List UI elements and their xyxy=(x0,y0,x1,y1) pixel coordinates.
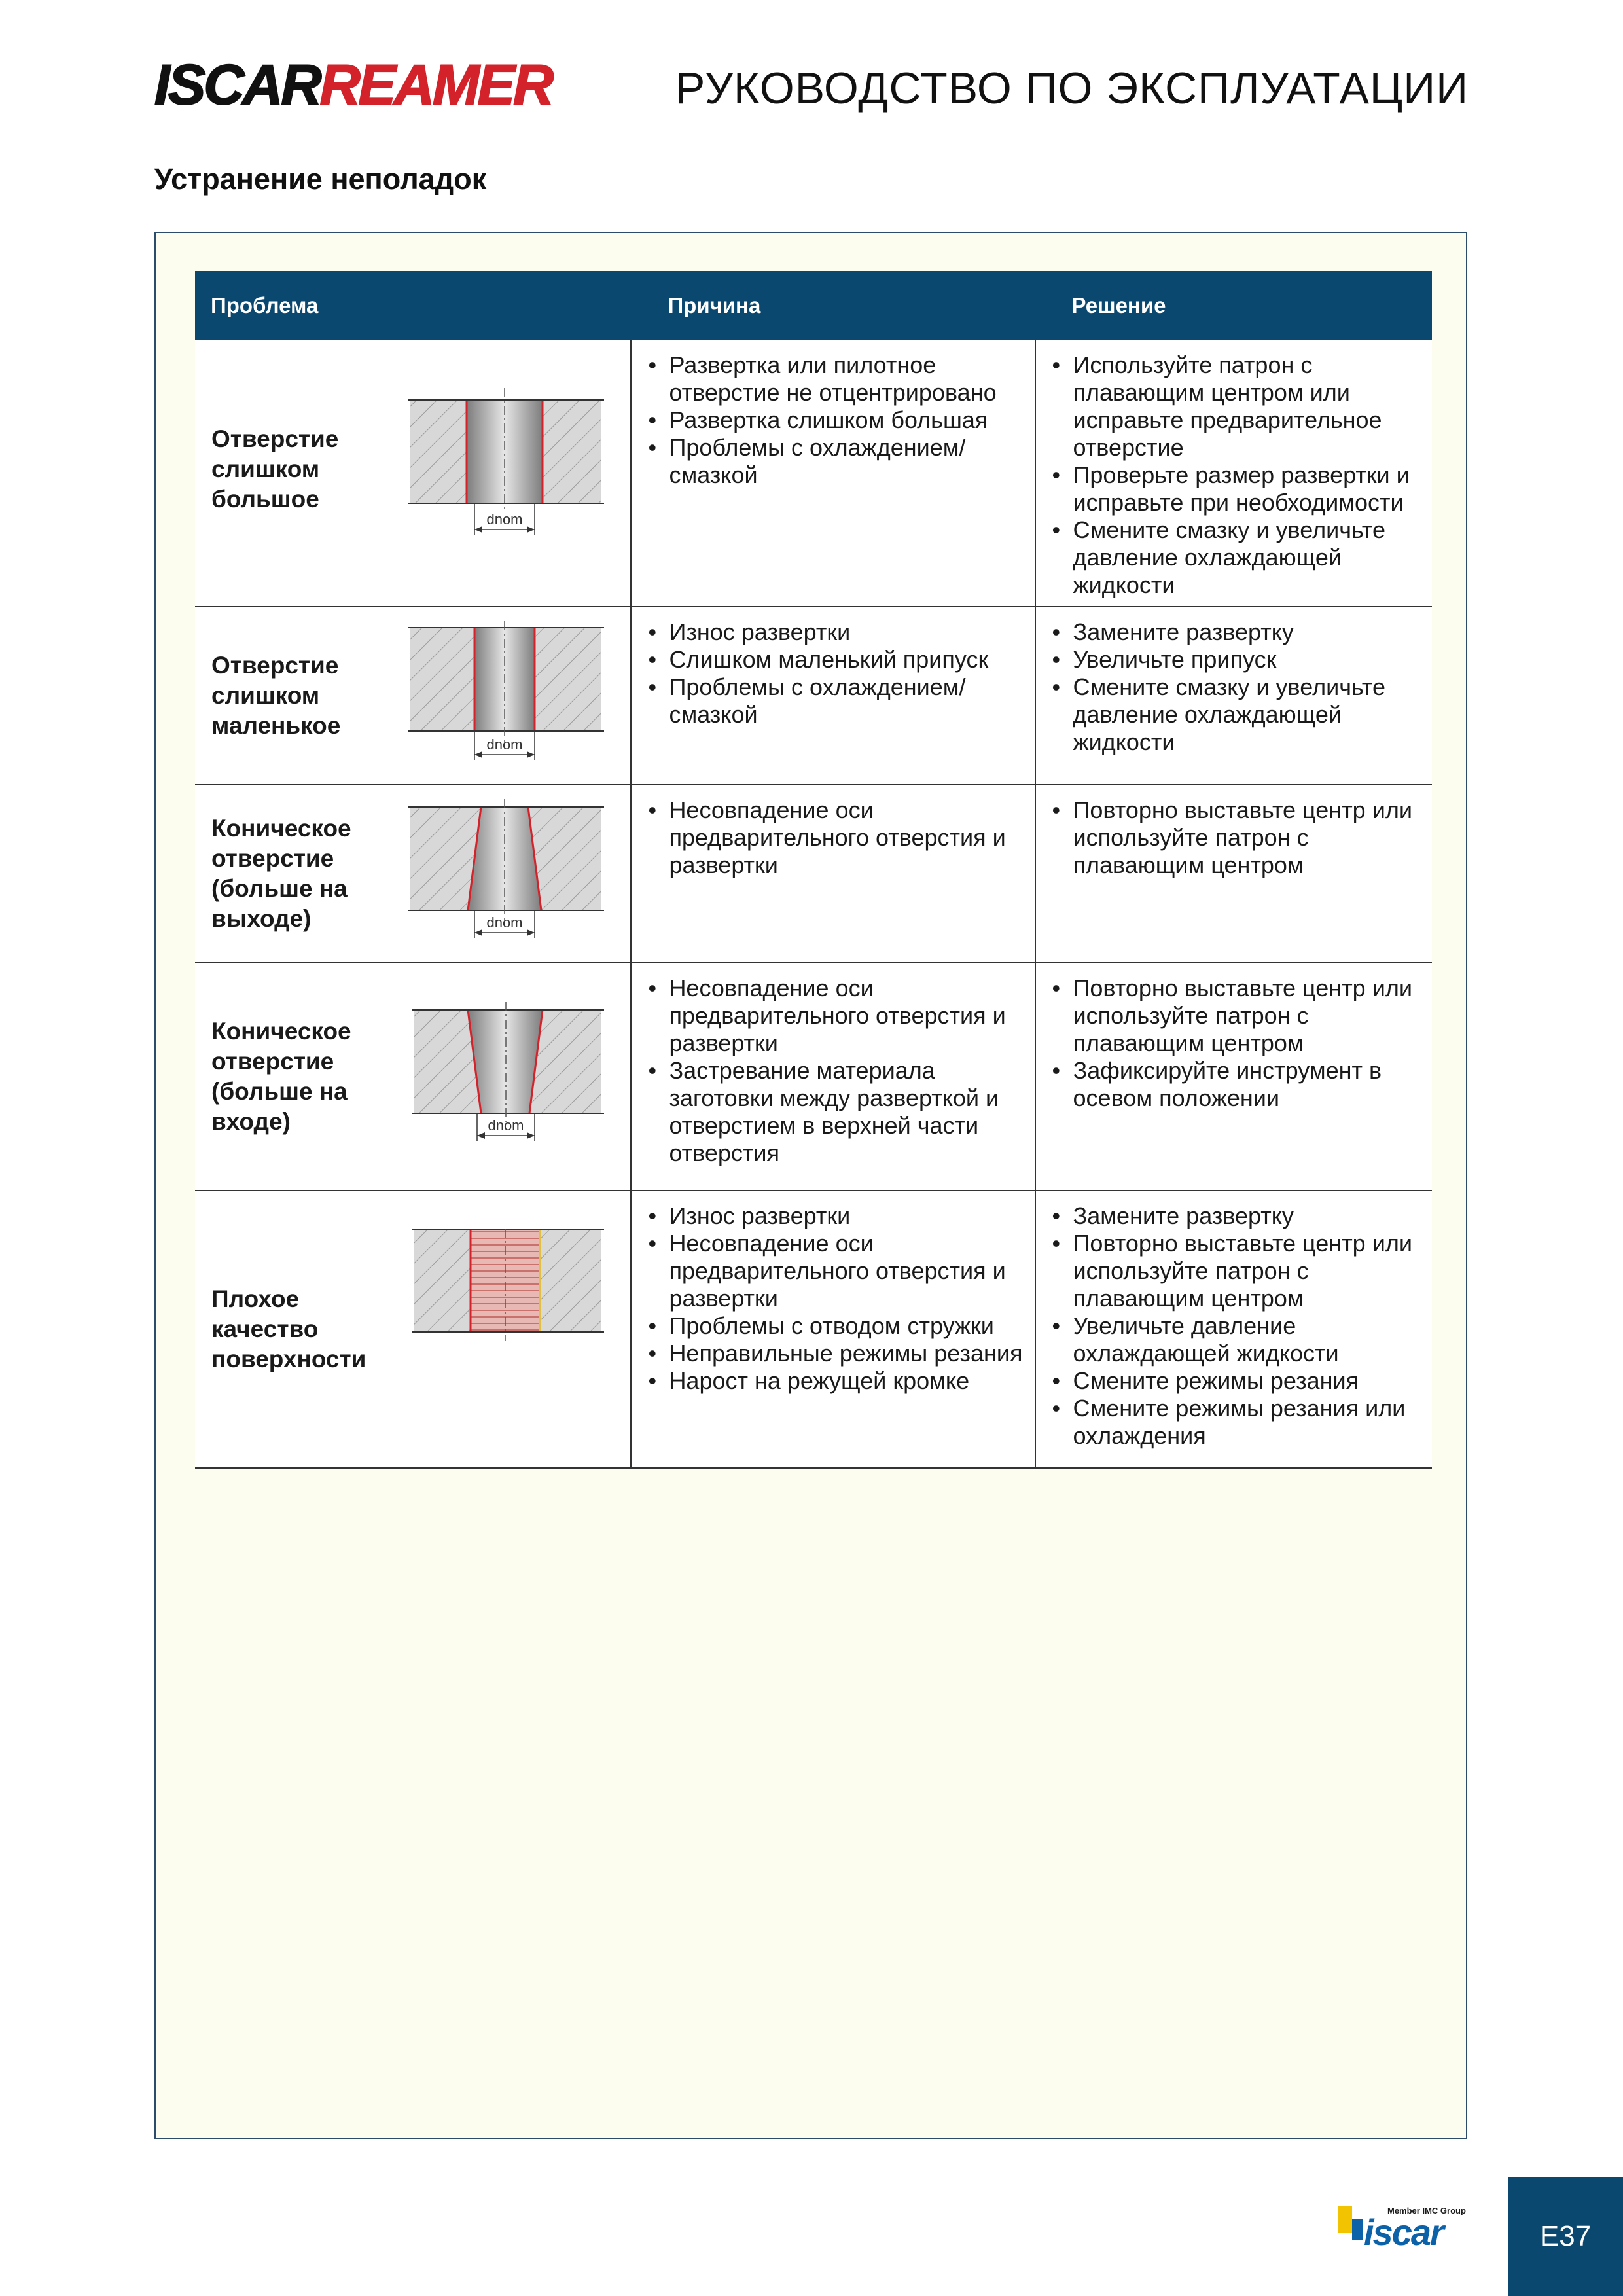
solution-item: • Смените смазку и увеличьте давление охлаждающей жидкости xyxy=(1050,516,1431,599)
column-header-problem: Проблема xyxy=(195,271,631,340)
cause-list xyxy=(632,608,1033,735)
solution-item: • Повторно выставьте центр или используйте патрон с плавающим центром xyxy=(1050,797,1431,879)
problem-label: Отверстие слишком большое xyxy=(211,425,339,512)
content-panel xyxy=(154,232,1467,2139)
table-row xyxy=(195,963,1432,1191)
cause-item: • Проблемы с охлаждением/ смазкой xyxy=(645,434,1033,489)
dimension-label: dnom xyxy=(486,511,523,528)
page-number: E37 xyxy=(1508,2177,1623,2296)
dimension-label: dnom xyxy=(486,914,523,931)
cause-item: • Износ развертки xyxy=(645,1202,1033,1230)
dimension-label: dnom xyxy=(488,1117,524,1134)
solution-item: • Повторно выставьте центр или используйте патрон с плавающим центром xyxy=(1050,1230,1431,1312)
cause-item: • Износ развертки xyxy=(645,619,1033,646)
taper-entry-hole-diagram xyxy=(408,1002,604,1152)
solution-list xyxy=(1037,341,1431,605)
table-header-row xyxy=(195,271,1432,340)
cause-list xyxy=(632,786,1033,886)
solution-item: • Зафиксируйте инструмент в осевом положении xyxy=(1050,1057,1431,1112)
problem-label: Плохое качество поверхности xyxy=(211,1285,366,1372)
poor-surface-diagram xyxy=(408,1229,604,1431)
cause-item: • Неправильные режимы резания xyxy=(645,1340,1033,1367)
table-row xyxy=(195,607,1432,785)
cause-list xyxy=(632,1192,1033,1401)
cause-list xyxy=(632,964,1033,1174)
column-header-cause: Причина xyxy=(631,271,1035,340)
dimension-label: dnom xyxy=(486,736,523,753)
cause-item: • Проблемы с охлаждением/ смазкой xyxy=(645,673,1033,728)
cause-item: • Застревание материала заготовки между разверткой и отверстием в верхней части отверстия xyxy=(645,1057,1033,1167)
cause-item: • Несовпадение оси предварительного отверстия и развертки xyxy=(645,1230,1033,1312)
cause-item: • Слишком маленький припуск xyxy=(645,646,1033,673)
cause-item: • Развертка слишком большая xyxy=(645,406,1033,434)
solution-item: • Повторно выставьте центр или используйте патрон с плавающим центром xyxy=(1050,975,1431,1057)
table-row xyxy=(195,340,1432,607)
iscar-reamer-logo: ISCARREAMER xyxy=(154,54,552,117)
solution-item: • Проверьте размер развертки и исправьте при необходимости xyxy=(1050,461,1431,516)
solution-list xyxy=(1037,1192,1431,1456)
solution-item: • Увеличьте припуск xyxy=(1050,646,1431,673)
column-header-solution: Решение xyxy=(1035,271,1432,340)
problem-label: Коническое отверстие (больше на выходе) xyxy=(211,815,351,932)
solution-item: • Смените смазку и увеличьте давление охлаждающей жидкости xyxy=(1050,673,1431,756)
undersize-hole-diagram xyxy=(408,621,604,771)
solution-item: • Смените режимы резания или охлаждения xyxy=(1050,1395,1431,1450)
table-row xyxy=(195,785,1432,963)
troubleshooting-table xyxy=(195,271,1432,1469)
problem-label: Коническое отверстие (больше на входе) xyxy=(211,1018,351,1135)
solution-item: • Используйте патрон с плавающим центром или исправьте предварительное отверстие xyxy=(1050,351,1431,461)
solution-item: • Смените режимы резания xyxy=(1050,1367,1431,1395)
table-row xyxy=(195,1191,1432,1468)
solution-list xyxy=(1037,786,1431,886)
cause-list xyxy=(632,341,1033,495)
cause-item: • Развертка или пилотное отверстие не отцентрировано xyxy=(645,351,1033,406)
document-title: РУКОВОДСТВО ПО ЭКСПЛУАТАЦИИ xyxy=(675,63,1469,113)
solution-item: • Увеличьте давление охлаждающей жидкости xyxy=(1050,1312,1431,1367)
oversize-hole-diagram xyxy=(408,388,604,551)
solution-item: • Замените развертку xyxy=(1050,1202,1431,1230)
cause-item: • Проблемы с отводом стружки xyxy=(645,1312,1033,1340)
taper-exit-hole-diagram xyxy=(408,799,604,949)
cause-item: • Нарост на режущей кромке xyxy=(645,1367,1033,1395)
iscar-brand-logo xyxy=(1338,2199,1469,2251)
solution-list xyxy=(1037,964,1431,1119)
cause-item: • Несовпадение оси предварительного отверстия и развертки xyxy=(645,975,1033,1057)
brand-name: iscar xyxy=(1364,2212,1443,2251)
cause-item: • Несовпадение оси предварительного отверстия и развертки xyxy=(645,797,1033,879)
solution-list xyxy=(1037,608,1431,762)
brand-tagline: Member IMC Group xyxy=(1387,2206,1466,2215)
solution-item: • Замените развертку xyxy=(1050,619,1431,646)
section-title: Устранение неполадок xyxy=(154,162,487,196)
problem-label: Отверстие слишком маленькое xyxy=(211,652,341,739)
